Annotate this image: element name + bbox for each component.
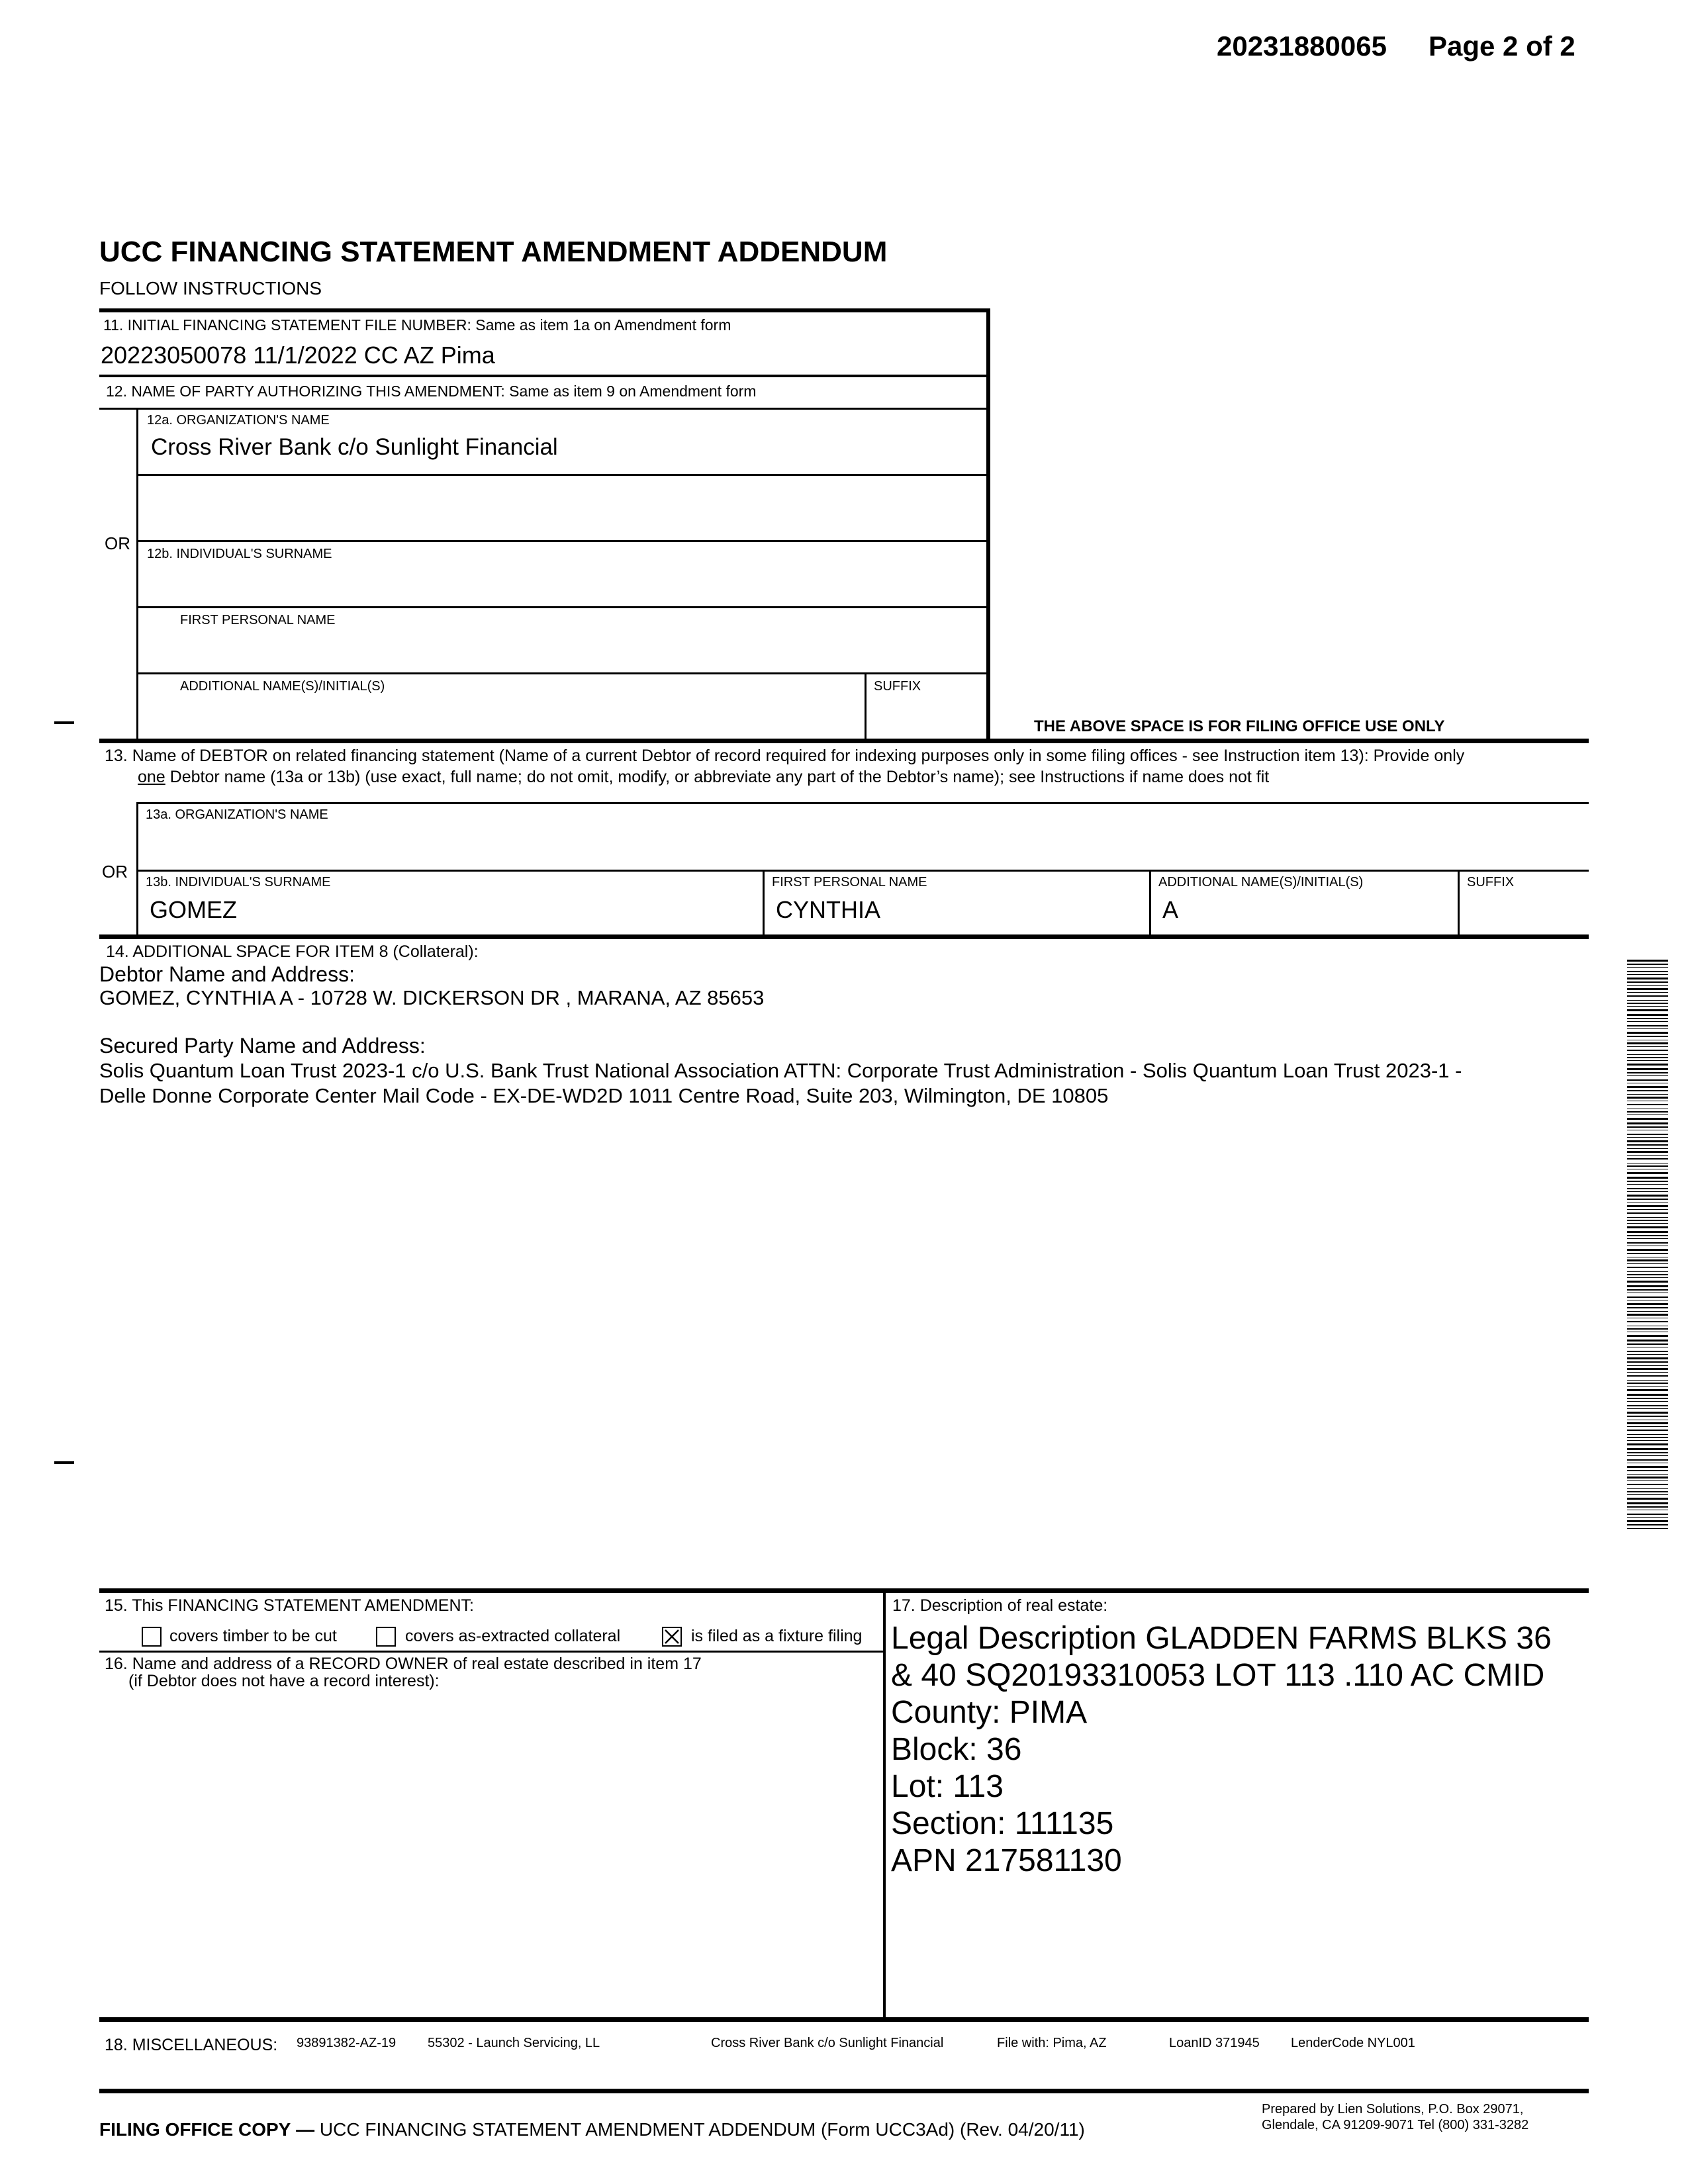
item12-first-name-rule bbox=[136, 672, 990, 674]
barcode-bar bbox=[1627, 992, 1668, 993]
barcode-bar bbox=[1627, 995, 1668, 997]
item14-debtor-heading: Debtor Name and Address: bbox=[99, 962, 355, 986]
barcode-bar bbox=[1627, 1242, 1668, 1244]
barcode-bar bbox=[1627, 1155, 1668, 1156]
barcode-bar bbox=[1627, 1448, 1668, 1450]
item13-suffix-label: SUFFIX bbox=[1467, 875, 1515, 889]
barcode-bar bbox=[1627, 1405, 1668, 1406]
footer-dash: — bbox=[296, 2119, 315, 2140]
item12-additional-name-label: ADDITIONAL NAME(S)/INITIAL(S) bbox=[180, 679, 385, 694]
item17-line-3[interactable]: County: PIMA bbox=[891, 1695, 1088, 1730]
barcode-bar bbox=[1627, 1307, 1668, 1308]
barcode-bar bbox=[1627, 1253, 1668, 1254]
header-file-number: 20231880065 bbox=[1217, 30, 1387, 62]
barcode-bar bbox=[1627, 1009, 1668, 1011]
barcode-bar bbox=[1627, 1398, 1668, 1399]
barcode-bar bbox=[1627, 1014, 1668, 1016]
barcode-bar bbox=[1627, 1434, 1668, 1435]
barcode-bar bbox=[1627, 1134, 1668, 1135]
barcode-bar bbox=[1627, 1263, 1668, 1264]
item13-first-name-label: FIRST PERSONAL NAME bbox=[772, 875, 927, 889]
barcode-bar bbox=[1627, 1477, 1668, 1479]
barcode-bar bbox=[1627, 1281, 1668, 1283]
barcode-bar bbox=[1627, 1389, 1668, 1391]
barcode-bar bbox=[1627, 1480, 1668, 1481]
item14-label: 14. ADDITIONAL SPACE FOR ITEM 8 (Collateral): bbox=[106, 942, 479, 961]
item15-fixture-label: is filed as a fixture filing bbox=[691, 1627, 863, 1645]
filing-office-note: THE ABOVE SPACE IS FOR FILING OFFICE USE ONLY bbox=[1034, 717, 1445, 735]
barcode-bar bbox=[1627, 964, 1668, 965]
barcode-bar bbox=[1627, 1177, 1668, 1179]
barcode-bar bbox=[1627, 1111, 1668, 1113]
footer-copy-label: FILING OFFICE COPY bbox=[99, 2119, 291, 2140]
item12a-label: 12a. ORGANIZATION'S NAME bbox=[147, 413, 330, 428]
item15-label: 15. This FINANCING STATEMENT AMENDMENT: bbox=[105, 1596, 474, 1615]
barcode-bar bbox=[1627, 1354, 1668, 1355]
item11-value[interactable]: 20223050078 11/1/2022 CC AZ Pima bbox=[101, 341, 495, 369]
barcode-bar bbox=[1627, 1054, 1668, 1055]
item17-line-5[interactable]: Lot: 113 bbox=[891, 1769, 1004, 1804]
barcode-bar bbox=[1627, 1452, 1668, 1453]
item17-label: 17. Description of real estate: bbox=[892, 1596, 1108, 1615]
barcode-bar bbox=[1627, 1209, 1668, 1210]
barcode-bar bbox=[1627, 1205, 1668, 1207]
barcode-bar bbox=[1627, 1502, 1668, 1504]
barcode-bar bbox=[1627, 1474, 1668, 1475]
barcode-bar bbox=[1627, 1151, 1668, 1153]
item18-part-2: 55302 - Launch Servicing, LL bbox=[428, 2036, 600, 2050]
item12-suffix-divider bbox=[865, 672, 867, 740]
barcode-bar bbox=[1627, 1000, 1668, 1001]
barcode bbox=[1627, 960, 1668, 1535]
item18-part-3: Cross River Bank c/o Sunlight Financial bbox=[711, 2036, 944, 2050]
barcode-bar bbox=[1627, 1249, 1668, 1251]
item12-suffix-label: SUFFIX bbox=[874, 679, 921, 694]
barcode-bar bbox=[1627, 1498, 1668, 1500]
barcode-bar bbox=[1627, 1144, 1668, 1146]
barcode-bar bbox=[1627, 1172, 1668, 1174]
margin-tick-lower bbox=[54, 1461, 74, 1464]
item18-top-rule bbox=[99, 2017, 1589, 2022]
item14-debtor-line[interactable]: GOMEZ, CYNTHIA A - 10728 W. DICKERSON DR , MARANA, AZ 85653 bbox=[99, 986, 765, 1009]
item13-additional-name-value[interactable]: A bbox=[1162, 896, 1179, 923]
barcode-bar bbox=[1627, 1455, 1668, 1456]
item12-label: 12. NAME OF PARTY AUTHORIZING THIS AMENDMENT: Same as item 9 on Amendment form bbox=[106, 383, 757, 400]
barcode-bar bbox=[1627, 1032, 1668, 1034]
barcode-bar bbox=[1627, 1036, 1668, 1037]
barcode-bar bbox=[1627, 967, 1668, 968]
barcode-bar bbox=[1627, 1440, 1668, 1441]
item13-label-rule bbox=[136, 802, 1589, 804]
item15-as-extracted-label: covers as-extracted collateral bbox=[405, 1627, 621, 1645]
barcode-bar bbox=[1627, 1524, 1668, 1525]
barcode-bar bbox=[1627, 1335, 1668, 1337]
barcode-bar bbox=[1627, 985, 1668, 986]
item12a-rule bbox=[136, 474, 990, 476]
item12b-label: 12b. INDIVIDUAL'S SURNAME bbox=[147, 547, 332, 561]
item13-one-underlined: one bbox=[138, 768, 165, 786]
barcode-bar bbox=[1627, 1394, 1668, 1396]
barcode-bar bbox=[1627, 1285, 1668, 1287]
barcode-bar bbox=[1627, 1104, 1668, 1105]
barcode-bar bbox=[1627, 1165, 1668, 1167]
barcode-bar bbox=[1627, 1277, 1668, 1278]
barcode-bar bbox=[1627, 1470, 1668, 1471]
barcode-bar bbox=[1627, 1042, 1668, 1044]
item12-or: OR bbox=[105, 533, 130, 553]
barcode-bar bbox=[1627, 1365, 1668, 1366]
item12b-rule bbox=[136, 606, 990, 608]
barcode-bar bbox=[1627, 1466, 1668, 1468]
barcode-bar bbox=[1627, 1357, 1668, 1359]
item13-first-divider bbox=[763, 870, 765, 937]
barcode-bar bbox=[1627, 1094, 1668, 1095]
barcode-bar bbox=[1627, 1289, 1668, 1291]
item13-or: OR bbox=[102, 862, 128, 882]
barcode-bar bbox=[1627, 1340, 1668, 1342]
barcode-bar bbox=[1627, 1386, 1668, 1387]
barcode-bar bbox=[1627, 1303, 1668, 1305]
item14-secured-heading: Secured Party Name and Address: bbox=[99, 1034, 426, 1058]
barcode-bar bbox=[1627, 1006, 1668, 1007]
barcode-bar bbox=[1627, 1231, 1668, 1233]
barcode-bar bbox=[1627, 1238, 1668, 1239]
footer-top-rule bbox=[99, 2089, 1589, 2093]
item15-top-rule bbox=[99, 1588, 1589, 1593]
barcode-bar bbox=[1627, 1235, 1668, 1236]
barcode-bar bbox=[1627, 1191, 1668, 1192]
barcode-bar bbox=[1627, 1079, 1668, 1081]
checkmark-x-icon bbox=[663, 1628, 680, 1645]
barcode-bar bbox=[1627, 1375, 1668, 1377]
barcode-bar bbox=[1627, 1188, 1668, 1189]
barcode-bar bbox=[1627, 1018, 1668, 1019]
item12-left-rule bbox=[136, 408, 138, 740]
item13-label-line2 bbox=[138, 768, 1269, 787]
barcode-bar bbox=[1627, 1491, 1668, 1492]
footer-form-name: UCC FINANCING STATEMENT AMENDMENT ADDENDUM (Form UCC3Ad) (Rev. 04/20/11) bbox=[319, 2119, 1085, 2140]
footer-prepared-line1: Prepared by Lien Solutions, P.O. Box 29071, bbox=[1262, 2102, 1524, 2116]
barcode-bar bbox=[1627, 1443, 1668, 1445]
barcode-bar bbox=[1627, 1514, 1668, 1515]
item13-top-rule bbox=[99, 739, 1589, 743]
barcode-bar bbox=[1627, 1494, 1668, 1495]
barcode-bar bbox=[1627, 1199, 1668, 1200]
item18-label: 18. MISCELLANEOUS: bbox=[105, 2036, 278, 2054]
barcode-bar bbox=[1627, 1361, 1668, 1363]
barcode-bar bbox=[1627, 1075, 1668, 1076]
barcode-bar bbox=[1627, 1003, 1668, 1004]
barcode-bar bbox=[1627, 1528, 1668, 1529]
barcode-bar bbox=[1627, 1212, 1668, 1214]
barcode-bar bbox=[1627, 1126, 1668, 1128]
item17-line-2[interactable]: & 40 SQ20193310053 LOT 113 .110 AC CMID bbox=[891, 1658, 1545, 1693]
barcode-bar bbox=[1627, 1274, 1668, 1275]
barcode-bar bbox=[1627, 1064, 1668, 1066]
top-right-rule bbox=[986, 308, 990, 740]
barcode-bar bbox=[1627, 1184, 1668, 1185]
barcode-bar bbox=[1627, 1068, 1668, 1070]
barcode-bar bbox=[1627, 1158, 1668, 1160]
item18-part-5: LoanID 371945 bbox=[1169, 2036, 1260, 2050]
item13-label-line2-rest: Debtor name (13a or 13b) (use exact, full name; do not omit, modify, or abbreviate any part of the Debtor’s name); see Instructions if name does not fit bbox=[165, 768, 1270, 786]
form-title: UCC FINANCING STATEMENT AMENDMENT ADDENDUM bbox=[99, 236, 888, 268]
barcode-bar bbox=[1627, 981, 1668, 983]
item17-divider bbox=[883, 1588, 886, 2019]
barcode-bar bbox=[1627, 1028, 1668, 1029]
item17-line-4[interactable]: Block: 36 bbox=[891, 1732, 1022, 1767]
item13b-value[interactable]: GOMEZ bbox=[150, 896, 237, 923]
barcode-bar bbox=[1627, 1517, 1668, 1518]
follow-instructions: FOLLOW INSTRUCTIONS bbox=[99, 278, 322, 298]
item18-part-1: 93891382-AZ-19 bbox=[297, 2036, 397, 2050]
item16-label-line2: (if Debtor does not have a record interest): bbox=[128, 1672, 440, 1690]
item18-part-4: File with: Pima, AZ bbox=[997, 2036, 1107, 2050]
item14-secured-line1[interactable]: Solis Quantum Loan Trust 2023-1 c/o U.S. Bank Trust National Association ATTN: Corporate Trust Administration - Solis Quantum Loan Trust 2023-1 - bbox=[99, 1059, 1462, 1082]
item13b-label: 13b. INDIVIDUAL'S SURNAME bbox=[146, 875, 331, 889]
top-border-rule bbox=[99, 308, 990, 312]
barcode-bar bbox=[1627, 1343, 1668, 1345]
barcode-bar bbox=[1627, 1351, 1668, 1352]
barcode-bar bbox=[1627, 978, 1668, 979]
barcode-bar bbox=[1627, 1328, 1668, 1330]
barcode-bar bbox=[1627, 1408, 1668, 1409]
barcode-bar bbox=[1627, 1416, 1668, 1417]
item17-line-7[interactable]: APN 217581130 bbox=[891, 1843, 1122, 1878]
barcode-bar bbox=[1627, 1368, 1668, 1370]
barcode-bar bbox=[1627, 1046, 1668, 1047]
item17-line-6[interactable]: Section: 111135 bbox=[891, 1806, 1114, 1841]
item15-timber-label: covers timber to be cut bbox=[169, 1627, 337, 1645]
barcode-bar bbox=[1627, 1412, 1668, 1414]
item13-label-line1: 13. Name of DEBTOR on related financing statement (Name of a current Debtor of record required for indexing purposes only in some filing offices - see Instruction item 13): Provide only bbox=[105, 747, 1465, 765]
barcode-bar bbox=[1627, 1060, 1668, 1061]
barcode-bar bbox=[1627, 1140, 1668, 1142]
barcode-bar bbox=[1627, 1097, 1668, 1099]
barcode-bar bbox=[1627, 1122, 1668, 1124]
item12-first-name-label: FIRST PERSONAL NAME bbox=[180, 613, 336, 627]
barcode-bar bbox=[1627, 1271, 1668, 1272]
barcode-bar bbox=[1627, 1459, 1668, 1461]
barcode-bar bbox=[1627, 1118, 1668, 1120]
item13-additional-name-label: ADDITIONAL NAME(S)/INITIAL(S) bbox=[1158, 875, 1364, 889]
barcode-bar bbox=[1627, 1057, 1668, 1058]
item15-timber-checkbox[interactable] bbox=[142, 1627, 162, 1647]
barcode-bar bbox=[1627, 1437, 1668, 1438]
barcode-bar bbox=[1627, 1430, 1668, 1431]
barcode-bar bbox=[1627, 1021, 1668, 1022]
barcode-bar bbox=[1627, 1226, 1668, 1228]
margin-tick-upper bbox=[54, 721, 74, 724]
item13-first-name-value[interactable]: CYNTHIA bbox=[776, 896, 881, 923]
barcode-bar bbox=[1627, 1195, 1668, 1197]
barcode-bar bbox=[1627, 1217, 1668, 1218]
barcode-bar bbox=[1627, 1137, 1668, 1138]
barcode-bar bbox=[1627, 1372, 1668, 1373]
header-page-number: Page 2 of 2 bbox=[1429, 30, 1575, 62]
barcode-bar bbox=[1627, 1090, 1668, 1091]
barcode-bar bbox=[1627, 1506, 1668, 1508]
item12-label-rule bbox=[99, 408, 990, 410]
footer-prepared-line2: Glendale, CA 91209-9071 Tel (800) 331-3282 bbox=[1262, 2118, 1529, 2132]
barcode-bar bbox=[1627, 974, 1668, 975]
barcode-bar bbox=[1627, 1148, 1668, 1149]
item11-bottom-rule bbox=[99, 375, 990, 377]
barcode-bar bbox=[1627, 971, 1668, 972]
footer-form-line bbox=[99, 2119, 1085, 2140]
barcode-bar bbox=[1627, 1520, 1668, 1522]
barcode-bar bbox=[1627, 1311, 1668, 1312]
barcode-bar bbox=[1627, 1086, 1668, 1088]
barcode-bar bbox=[1627, 1050, 1668, 1051]
item13-suffix-divider bbox=[1458, 870, 1460, 937]
item17-line-1[interactable]: Legal Description GLADDEN FARMS BLKS 36 bbox=[891, 1621, 1552, 1656]
item11-label: 11. INITIAL FINANCING STATEMENT FILE NUMBER: Same as item 1a on Amendment form bbox=[103, 316, 731, 334]
item16-top-rule bbox=[99, 1651, 884, 1653]
item13-bottom-rule bbox=[99, 934, 1589, 939]
barcode-bar bbox=[1627, 1223, 1668, 1224]
item18-part-6: LenderCode NYL001 bbox=[1291, 2036, 1415, 2050]
barcode-bar bbox=[1627, 1220, 1668, 1221]
barcode-bar bbox=[1627, 960, 1668, 962]
barcode-bar bbox=[1627, 1267, 1668, 1268]
barcode-bar bbox=[1627, 1025, 1668, 1026]
item15-as-extracted-checkbox[interactable] bbox=[376, 1627, 396, 1647]
item16-label-line1: 16. Name and address of a RECORD OWNER of real estate described in item 17 bbox=[105, 1655, 702, 1673]
item13a-label: 13a. ORGANIZATION'S NAME bbox=[146, 807, 328, 822]
barcode-bar bbox=[1627, 1314, 1668, 1316]
barcode-bar bbox=[1627, 1297, 1668, 1298]
barcode-bar bbox=[1627, 1181, 1668, 1182]
item14-secured-line2[interactable]: Delle Donne Corporate Center Mail Code - EX-DE-WD2D 1011 Centre Road, Suite 203, Wilmington, DE 10805 bbox=[99, 1084, 1109, 1107]
barcode-bar bbox=[1627, 988, 1668, 990]
barcode-bar bbox=[1627, 1383, 1668, 1384]
barcode-bar bbox=[1627, 1072, 1668, 1073]
item13a-rule bbox=[136, 870, 1589, 872]
barcode-bar bbox=[1627, 1488, 1668, 1489]
item15-fixture-checkbox[interactable] bbox=[662, 1627, 682, 1647]
item12a-extra-rule bbox=[136, 540, 990, 542]
barcode-bar bbox=[1627, 1380, 1668, 1381]
barcode-bar bbox=[1627, 1426, 1668, 1427]
item13-additional-divider bbox=[1149, 870, 1151, 937]
barcode-bar bbox=[1627, 1321, 1668, 1322]
barcode-bar bbox=[1627, 1401, 1668, 1402]
barcode-bar bbox=[1627, 1259, 1668, 1261]
barcode-bar bbox=[1627, 1484, 1668, 1485]
barcode-bar bbox=[1627, 1422, 1668, 1424]
item12a-value[interactable]: Cross River Bank c/o Sunlight Financial bbox=[151, 434, 558, 460]
